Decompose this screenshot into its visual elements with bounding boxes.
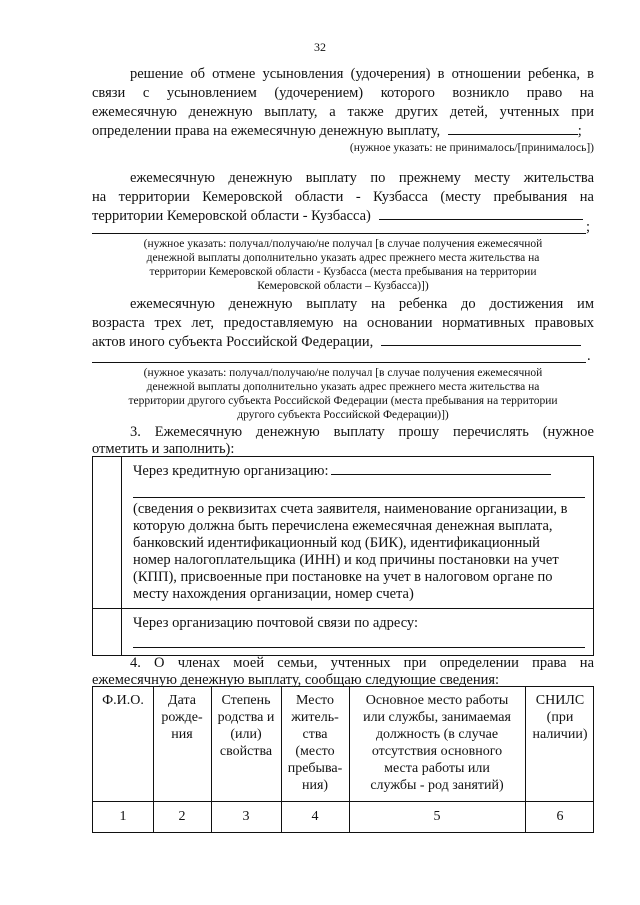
family-col-number-2: 2: [178, 809, 186, 824]
header-snils-line: наличии): [532, 727, 588, 742]
header-kinship-line: Степень: [221, 693, 271, 708]
para2-line-1: ежемесячную денежную выплату по прежнему месту жительства: [130, 170, 594, 186]
header-fio-line: Ф.И.О.: [102, 693, 144, 708]
family-members-table: [92, 686, 594, 833]
header-birthdate-line: Дата: [168, 693, 196, 708]
para3-note-line-1: (нужное указать: получал/получаю/не получал [в случае получения ежемесячной: [143, 367, 543, 379]
para3-line-3-text: актов иного субъекта Российской Федерации,: [92, 334, 374, 350]
header-residence-line: (место: [295, 744, 335, 759]
para1-line-4: [92, 123, 594, 140]
family-header-snils: [525, 687, 595, 801]
option-post-row[interactable]: [133, 615, 587, 632]
bank-note-line-4: номер налогоплательщика (ИНН) и код причины постановки на учет: [133, 552, 559, 568]
bank-note-line-3: банковский идентификационный код (БИК), идентификационный: [133, 535, 540, 551]
header-residence-line: пребыва-: [287, 761, 343, 776]
header-kinship-line: (или): [230, 727, 262, 742]
para2-full-blank-line[interactable]: [92, 233, 586, 234]
header-work-line: или службы, занимаемая: [363, 710, 511, 725]
header-snils-line: СНИЛС: [535, 693, 585, 708]
para3-full-blank-line[interactable]: [92, 362, 586, 363]
header-kinship-line: свойства: [219, 744, 273, 759]
header-birthdate-line: ния: [171, 727, 193, 742]
para3-line-2: возраста трех лет, предоставляемую на основании нормативных правовых: [92, 315, 594, 331]
section4-line-2: ежемесячную денежную выплату, сообщаю следующие сведения:: [92, 672, 500, 688]
family-header-fio: [93, 687, 153, 801]
option-bank-field[interactable]: [331, 463, 551, 475]
para1-line-3: ежемесячную денежную выплату, а также других детей, учтенных при: [92, 104, 594, 120]
page-number: 32: [314, 40, 326, 54]
para3-line-3: [92, 334, 594, 351]
para3-note-line-2: денежной выплаты дополнительно указать адрес прежнего места жительства на: [146, 381, 540, 393]
payment-table-row-divider: [93, 608, 593, 609]
header-residence-line: ния): [301, 778, 329, 793]
header-work-line: службы - род занятий): [370, 778, 504, 793]
section3-line-2: отметить и заполнить):: [92, 441, 235, 457]
para2-answer-blank[interactable]: [379, 208, 583, 220]
para2-note-line-4: Кемеровской области – Кузбасса)]): [257, 280, 429, 292]
bank-note-line-1: (сведения о реквизитах счета заявителя, наименование организации, в: [133, 501, 568, 517]
para1-line-1: решение об отмене усыновления (удочерения) в отношении ребенка, в: [130, 66, 594, 82]
para2-line-3: [92, 208, 594, 225]
header-work-line: места работы или: [384, 761, 490, 776]
para2-line-2: на территории Кемеровской области - Кузбасса (месту пребывания на: [92, 189, 594, 205]
option-bank-row[interactable]: [133, 463, 587, 480]
para2-note-line-2: денежной выплаты дополнительно указать адрес прежнего места жительства на: [146, 252, 540, 264]
bank-note-line-6: месту нахождения организации, номер счета): [133, 586, 414, 602]
section3-line-1: 3. Ежемесячную денежную выплату прошу перечислять (нужное: [130, 424, 594, 440]
family-header-residence: [281, 687, 349, 801]
family-col-number-5: 5: [433, 809, 441, 824]
para3-line-1: ежемесячную денежную выплату на ребенка до достижения им: [130, 296, 594, 312]
payment-method-table: [92, 456, 594, 656]
family-header-kinship: [211, 687, 281, 801]
section4-line-1: 4. О членах моей семьи, учтенных при определении права на: [130, 655, 594, 671]
option-bank-label: Через кредитную организацию:: [133, 463, 329, 479]
family-col-number-4: 4: [311, 809, 319, 824]
header-residence-line: Место: [296, 693, 334, 708]
header-snils-line: (при: [546, 710, 574, 725]
payment-table-column-divider: [121, 457, 122, 655]
header-residence-line: житель-: [291, 710, 339, 725]
option-bank-checkbox[interactable]: [93, 457, 121, 608]
para2-note-line-1: (нужное указать: получал/получаю/не получал [в случае получения ежемесячной: [143, 238, 543, 250]
bank-note-line-2: которую должна быть перечислена ежемесячная денежная выплата,: [133, 518, 553, 534]
header-residence-line: ства: [302, 727, 328, 742]
bank-note-line-5: (КПП), присвоенные при постановке на учет в налоговом органе по: [133, 569, 553, 585]
para3-note-line-3: территории другого субъекта Российской Федерации (места пребывания на территории: [128, 395, 558, 407]
para1-line-2: связи с усыновлением (удочерением) которого возникло право на: [92, 85, 594, 101]
para1-line-4-text: определении права на ежемесячную денежную выплату,: [92, 123, 441, 139]
para1-answer-blank[interactable]: [448, 123, 578, 135]
para3-end-punct: .: [587, 348, 591, 364]
header-work-line: Основное место работы: [365, 693, 509, 708]
option-bank-blank-line[interactable]: [133, 497, 585, 498]
para2-end-punct: ;: [586, 219, 591, 235]
para1-end-punct: ;: [577, 123, 582, 139]
family-header-work: [349, 687, 525, 801]
family-col-number-1: 1: [119, 809, 127, 824]
option-post-checkbox[interactable]: [93, 609, 121, 656]
option-bank-note: [133, 501, 587, 603]
option-post-label: Через организацию почтовой связи по адресу:: [133, 615, 419, 631]
family-header-birthdate: [153, 687, 211, 801]
header-work-line: должность (в случае: [375, 727, 499, 742]
header-work-line: отсутствия основного: [371, 744, 503, 759]
option-post-address-line[interactable]: [133, 647, 585, 648]
family-col-number-3: 3: [242, 809, 250, 824]
family-col-number-6: 6: [556, 809, 564, 824]
para3-note-line-4: другого субъекта Российской Федерации)]): [237, 409, 449, 421]
para2-line-3-text: территории Кемеровской области - Кузбасса): [92, 208, 371, 224]
header-birthdate-line: рожде-: [161, 710, 203, 725]
para1-note: (нужное указать: не принималось/[принималось]): [349, 142, 594, 154]
para2-note-line-3: территории Кемеровской области - Кузбасса (места пребывания на территории: [149, 266, 537, 278]
para3-answer-blank[interactable]: [381, 334, 581, 346]
header-kinship-line: родства и: [217, 710, 275, 725]
